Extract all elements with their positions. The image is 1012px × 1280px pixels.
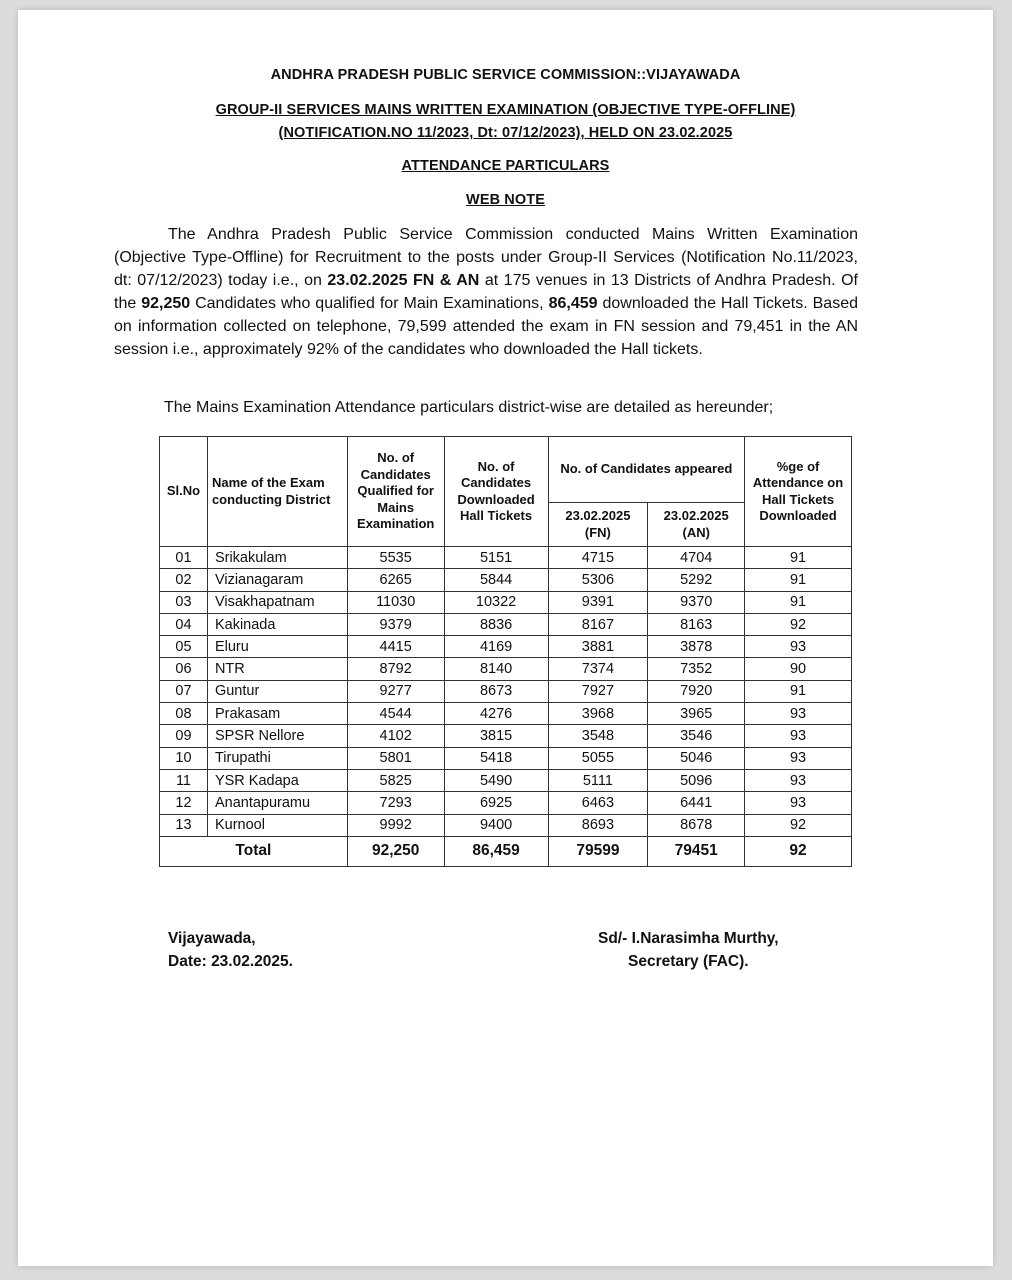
- row-pct: 91: [745, 547, 852, 569]
- row-district: Eluru: [207, 636, 347, 658]
- row-an: 3965: [648, 703, 745, 725]
- header-qualified: No. of Candidates Qualified for Mains Examination: [347, 437, 444, 547]
- row-fn: 7374: [548, 658, 648, 680]
- table-row: [160, 747, 852, 769]
- header-downloaded: No. of Candidates Downloaded Hall Tickets: [444, 437, 548, 547]
- row-an: 6441: [648, 792, 745, 814]
- signature-block: [598, 927, 779, 973]
- table-row: [160, 547, 852, 569]
- row-pct: 93: [745, 636, 852, 658]
- total-qualified: 92,250: [347, 836, 444, 866]
- para-text-4: downloaded the Hall Tickets. Based on information collected on telephone, 79,599 attended the exam in FN session and 79,451 in the AN session i.e., approximately 92% of the candidates who downloaded the Hall tickets.: [114, 295, 858, 358]
- place-date-block: [168, 927, 293, 973]
- row-an: 3546: [648, 725, 745, 747]
- body-paragraph: [114, 223, 858, 361]
- signatory-name: Sd/- I.Narasimha Murthy,: [598, 930, 779, 947]
- row-an: 5046: [648, 747, 745, 769]
- row-an: 3878: [648, 636, 745, 658]
- row-pct: 93: [745, 725, 852, 747]
- row-downloaded: 5490: [444, 769, 548, 791]
- para-exam-date: 23.02.2025 FN & AN: [327, 272, 480, 289]
- para-text-1: The Andhra Pradesh Public Service Commission conducted Mains Written Examination (Objective Type-Offline) for Recruitment to the posts under Group-II Services (Notification No.11/2023, dt: 07/12/2023) today i.e., on: [114, 226, 858, 289]
- row-fn: 5306: [548, 569, 648, 591]
- row-downloaded: 9400: [444, 814, 548, 836]
- row-pct: 91: [745, 569, 852, 591]
- row-qualified: 7293: [347, 792, 444, 814]
- row-slno: 10: [160, 747, 208, 769]
- header-appeared: No. of Candidates appeared: [548, 437, 745, 503]
- row-district: Prakasam: [207, 703, 347, 725]
- row-an: 4704: [648, 547, 745, 569]
- row-qualified: 5801: [347, 747, 444, 769]
- row-slno: 12: [160, 792, 208, 814]
- row-pct: 90: [745, 658, 852, 680]
- row-an: 8163: [648, 613, 745, 635]
- row-qualified: 6265: [347, 569, 444, 591]
- row-downloaded: 3815: [444, 725, 548, 747]
- row-fn: 4715: [548, 547, 648, 569]
- row-district: Vizianagaram: [207, 569, 347, 591]
- row-slno: 06: [160, 658, 208, 680]
- row-pct: 92: [745, 613, 852, 635]
- date-text: Date: 23.02.2025.: [168, 953, 293, 970]
- exam-title-line1: GROUP-II SERVICES MAINS WRITTEN EXAMINATION (OBJECTIVE TYPE-OFFLINE): [215, 102, 796, 118]
- row-an: 7920: [648, 680, 745, 702]
- row-downloaded: 4169: [444, 636, 548, 658]
- header-attendance-pct: %ge of Attendance on Hall Tickets Downloaded: [745, 437, 852, 547]
- row-fn: 8693: [548, 814, 648, 836]
- subject-title: ATTENDANCE PARTICULARS: [401, 158, 610, 174]
- org-title: ANDHRA PRADESH PUBLIC SERVICE COMMISSION::VIJAYAWADA: [270, 67, 741, 83]
- row-fn: 3881: [548, 636, 648, 658]
- row-slno: 01: [160, 547, 208, 569]
- header-an: 23.02.2025 (AN): [648, 503, 745, 547]
- row-qualified: 9277: [347, 680, 444, 702]
- row-district: Visakhapatnam: [207, 591, 347, 613]
- table-row: [160, 792, 852, 814]
- row-qualified: 4102: [347, 725, 444, 747]
- row-district: Guntur: [207, 680, 347, 702]
- row-downloaded: 10322: [444, 591, 548, 613]
- row-downloaded: 5418: [444, 747, 548, 769]
- row-district: SPSR Nellore: [207, 725, 347, 747]
- document-page: [18, 10, 993, 1266]
- row-an: 5096: [648, 769, 745, 791]
- header-fn: 23.02.2025 (FN): [548, 503, 648, 547]
- row-slno: 09: [160, 725, 208, 747]
- row-slno: 04: [160, 613, 208, 635]
- row-pct: 93: [745, 747, 852, 769]
- row-fn: 5111: [548, 769, 648, 791]
- para-text-3: Candidates who qualified for Main Examinations,: [190, 295, 549, 312]
- row-pct: 91: [745, 680, 852, 702]
- web-note-title: WEB NOTE: [466, 192, 545, 208]
- row-qualified: 11030: [347, 591, 444, 613]
- table-row: [160, 569, 852, 591]
- row-district: Kurnool: [207, 814, 347, 836]
- row-district: Kakinada: [207, 613, 347, 635]
- table-row: [160, 814, 852, 836]
- row-pct: 92: [745, 814, 852, 836]
- row-pct: 93: [745, 769, 852, 791]
- total-label: Total: [160, 836, 348, 866]
- table-row: [160, 591, 852, 613]
- row-fn: 8167: [548, 613, 648, 635]
- row-slno: 05: [160, 636, 208, 658]
- table-row: [160, 769, 852, 791]
- total-fn: 79599: [548, 836, 648, 866]
- row-district: Srikakulam: [207, 547, 347, 569]
- row-qualified: 9992: [347, 814, 444, 836]
- table-intro: The Mains Examination Attendance particulars district-wise are detailed as hereunder;: [164, 399, 774, 416]
- row-pct: 93: [745, 792, 852, 814]
- table-row: [160, 613, 852, 635]
- row-qualified: 4544: [347, 703, 444, 725]
- row-qualified: 4415: [347, 636, 444, 658]
- row-district: YSR Kadapa: [207, 769, 347, 791]
- row-qualified: 5825: [347, 769, 444, 791]
- row-qualified: 8792: [347, 658, 444, 680]
- row-slno: 11: [160, 769, 208, 791]
- row-downloaded: 6925: [444, 792, 548, 814]
- row-fn: 7927: [548, 680, 648, 702]
- header-slno: Sl.No: [160, 437, 208, 547]
- exam-title-line2: (NOTIFICATION.NO 11/2023, Dt: 07/12/2023), HELD ON 23.02.2025: [278, 125, 733, 141]
- row-downloaded: 8673: [444, 680, 548, 702]
- para-text-2: at 175 venues in 13 Districts of Andhra Pradesh. Of the: [114, 272, 859, 312]
- row-downloaded: 8836: [444, 613, 548, 635]
- row-qualified: 5535: [347, 547, 444, 569]
- table-row: [160, 703, 852, 725]
- table-row: [160, 725, 852, 747]
- row-pct: 91: [745, 591, 852, 613]
- row-fn: 6463: [548, 792, 648, 814]
- row-slno: 08: [160, 703, 208, 725]
- row-fn: 5055: [548, 747, 648, 769]
- table-row: [160, 680, 852, 702]
- total-row: [160, 836, 852, 866]
- place-text: Vijayawada,: [168, 930, 256, 947]
- total-an: 79451: [648, 836, 745, 866]
- row-pct: 93: [745, 703, 852, 725]
- row-fn: 3968: [548, 703, 648, 725]
- row-an: 5292: [648, 569, 745, 591]
- row-an: 8678: [648, 814, 745, 836]
- attendance-table: [159, 436, 852, 867]
- row-downloaded: 4276: [444, 703, 548, 725]
- row-district: Anantapuramu: [207, 792, 347, 814]
- signatory-designation: Secretary (FAC).: [627, 953, 749, 970]
- row-an: 9370: [648, 591, 745, 613]
- total-pct: 92: [745, 836, 852, 866]
- row-downloaded: 5844: [444, 569, 548, 591]
- table-row: [160, 658, 852, 680]
- total-downloaded: 86,459: [444, 836, 548, 866]
- table-row: [160, 636, 852, 658]
- row-district: NTR: [207, 658, 347, 680]
- row-an: 7352: [648, 658, 745, 680]
- header-district: Name of the Exam conducting District: [207, 437, 347, 547]
- row-downloaded: 8140: [444, 658, 548, 680]
- row-downloaded: 5151: [444, 547, 548, 569]
- row-slno: 13: [160, 814, 208, 836]
- row-qualified: 9379: [347, 613, 444, 635]
- para-qualified-count: 92,250: [141, 295, 191, 312]
- row-slno: 02: [160, 569, 208, 591]
- row-slno: 07: [160, 680, 208, 702]
- row-slno: 03: [160, 591, 208, 613]
- row-district: Tirupathi: [207, 747, 347, 769]
- row-fn: 9391: [548, 591, 648, 613]
- row-fn: 3548: [548, 725, 648, 747]
- para-downloaded-count: 86,459: [548, 295, 598, 312]
